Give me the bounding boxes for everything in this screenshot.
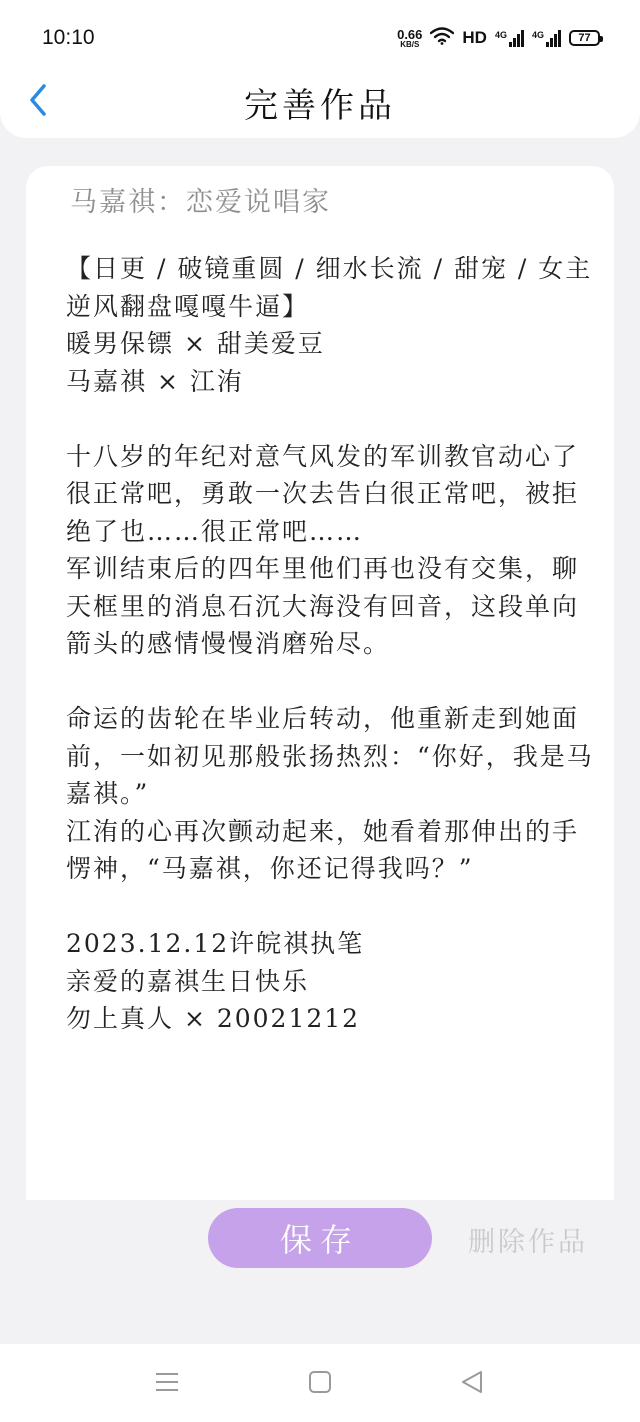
system-nav-bar [0, 1344, 640, 1422]
nav-menu-button[interactable] [147, 1368, 187, 1400]
delete-work-button[interactable]: 删除作品 [468, 1227, 588, 1258]
description-line: 马嘉祺 × 江洧 [66, 366, 244, 396]
page-title: 完善作品 [244, 86, 396, 126]
description-line: 十八岁的年纪对意气风发的军训教官动心了很正常吧，勇敢一次去告白很正常吧，被拒绝了也……很正常吧…… [66, 441, 580, 546]
page-header [0, 60, 640, 138]
description-line [66, 663, 596, 701]
triangle-back-icon [459, 1369, 485, 1399]
network-speed [397, 28, 422, 49]
save-button[interactable]: 保存 [208, 1208, 432, 1268]
status-indicators [397, 24, 600, 52]
work-title-input[interactable]: 马嘉祺：恋爱说唱家 [70, 187, 331, 218]
signal-icon-sim2: 4G [532, 30, 561, 47]
description-line: 江洧的心再次颤动起来，她看着那伸出的手愣神，“马嘉祺，你还记得我吗？” [66, 816, 580, 883]
signal-icon-sim1: 4G [495, 30, 524, 47]
description-line [66, 888, 596, 926]
description-line: 勿上真人 × 20021212 [66, 1004, 361, 1033]
description-line: 【日更 / 破镜重圆 / 细水长流 / 甜宠 / 女主逆风翻盘嘎嘎牛逼】 [66, 254, 593, 321]
description-line: 2023.12.12许皖祺执笔 [66, 929, 365, 958]
battery-icon: 77 [569, 30, 600, 46]
work-description-textarea[interactable] [66, 250, 596, 1190]
description-line: 暖男保镖 × 甜美爱豆 [66, 329, 325, 358]
hd-indicator: HD [462, 28, 487, 47]
description-line: 亲爱的嘉祺生日快乐 [66, 966, 310, 996]
network-speed-unit: KB/S [400, 39, 420, 49]
square-home-icon [308, 1370, 332, 1398]
nav-back-button[interactable] [452, 1368, 492, 1400]
description-line [66, 400, 596, 438]
description-line: 军训结束后的四年里他们再也没有交集，聊天框里的消息石沉大海没有回音，这段单向箭头的感情慢慢消磨殆尽。 [66, 554, 580, 658]
status-time: 10:10 [42, 26, 95, 49]
menu-icon [154, 1371, 180, 1397]
work-editor-card [26, 166, 614, 1200]
nav-home-button[interactable] [300, 1368, 340, 1400]
network-speed-value: 0.66 [397, 26, 423, 42]
wifi-icon [430, 27, 454, 50]
description-line: 命运的齿轮在毕业后转动，他重新走到她面前，一如初见那般张扬热烈：“你好，我是马嘉祺。” [66, 704, 594, 808]
